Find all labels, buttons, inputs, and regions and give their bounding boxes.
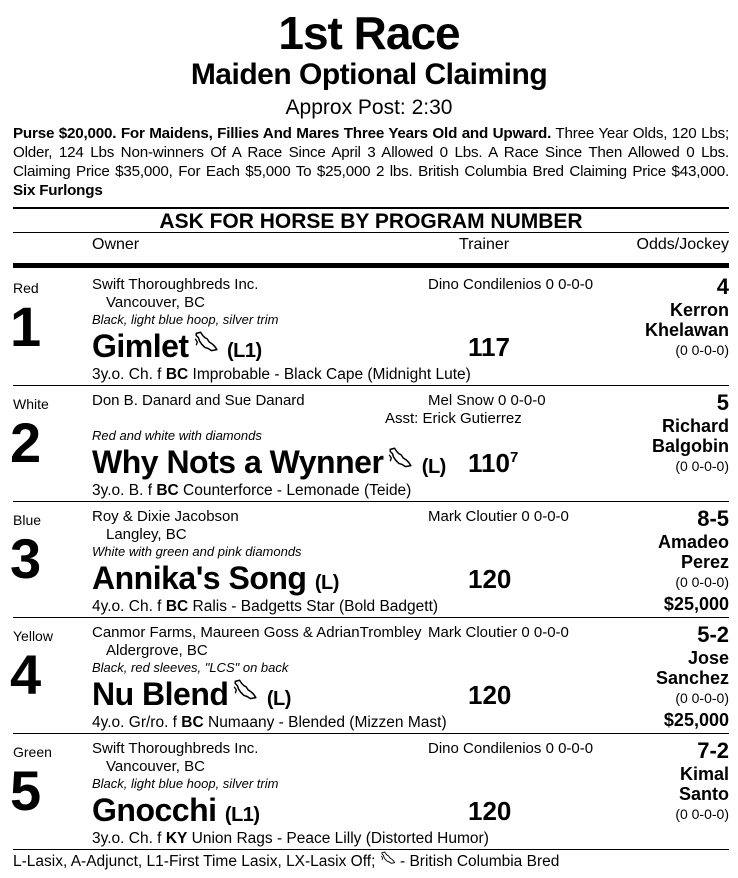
medication: (L) bbox=[421, 456, 446, 478]
medication: (L) bbox=[314, 572, 339, 594]
silks-description: Black, red sleeves, "LCS" on back bbox=[92, 660, 289, 675]
weight bbox=[468, 448, 518, 479]
program-number: 2 bbox=[10, 411, 42, 474]
race-conditions bbox=[13, 124, 729, 200]
trainer-name: Mel Snow 0 0-0-0 bbox=[428, 392, 546, 409]
horse-name: Gnocchi bbox=[92, 792, 217, 828]
weight-value: 117 bbox=[468, 332, 510, 362]
age-sex: 3y.o. Ch. f bbox=[92, 366, 166, 383]
morning-line-odds: 5 bbox=[716, 390, 729, 415]
entry-row bbox=[0, 502, 738, 618]
owner-location: Langley, BC bbox=[106, 526, 187, 543]
jockey-record: (0 0-0-0) bbox=[675, 342, 729, 358]
saddle-cloth-color: Blue bbox=[13, 512, 42, 528]
jockey-last-name: Khelawan bbox=[644, 320, 729, 340]
race-distance: Six Furlongs bbox=[13, 182, 103, 199]
owner-header: Owner bbox=[92, 236, 140, 253]
claiming-price: $25,000 bbox=[663, 710, 729, 730]
medication: (L1) bbox=[224, 804, 260, 826]
medication: (L) bbox=[266, 688, 291, 710]
pedigree: Numaany - Blended (Mizzen Mast) bbox=[203, 714, 447, 731]
jockey-record: (0 0-0-0) bbox=[675, 690, 729, 706]
jockey-first-name: Jose bbox=[687, 648, 729, 668]
weight-value: 120 bbox=[468, 680, 512, 710]
legend-bc-label: - British Columbia Bred bbox=[395, 853, 560, 870]
horse-name: Annika's Song bbox=[92, 560, 307, 596]
horse-name-row bbox=[92, 326, 262, 371]
horse-name-row bbox=[92, 674, 291, 719]
jockey-first-name: Kimal bbox=[679, 764, 729, 784]
entry-row bbox=[0, 386, 738, 502]
age-sex: 3y.o. B. f bbox=[92, 482, 157, 499]
header-divider bbox=[13, 232, 729, 233]
morning-line-odds: 7-2 bbox=[697, 738, 729, 763]
bc-map-icon bbox=[232, 674, 258, 714]
jockey-name bbox=[589, 532, 729, 572]
jockey-record: (0 0-0-0) bbox=[675, 458, 729, 474]
jockey-name bbox=[589, 300, 729, 340]
saddle-cloth-color: White bbox=[13, 396, 49, 412]
program-number-banner: ASK FOR HORSE BY PROGRAM NUMBER bbox=[13, 207, 729, 234]
silks-description: Red and white with diamonds bbox=[92, 428, 262, 443]
horse-name: Why Nots a Wynner bbox=[92, 444, 384, 480]
pedigree: Counterforce - Lemonade (Teide) bbox=[178, 482, 412, 499]
horse-name: Gimlet bbox=[92, 328, 189, 364]
jockey-record: (0 0-0-0) bbox=[675, 806, 729, 822]
odds-jockey-header: Odds/Jockey bbox=[636, 236, 729, 253]
post-time: Approx Post: 2:30 bbox=[285, 96, 453, 119]
jockey-first-name: Richard bbox=[661, 416, 729, 436]
jockey-last-name: Santo bbox=[678, 784, 729, 804]
owner-name: Roy & Dixie Jacobson bbox=[92, 508, 239, 525]
jockey-name bbox=[589, 764, 729, 804]
legend-text: L-Lasix, A-Adjunct, L1-First Time Lasix, LX-Lasix Off; bbox=[13, 853, 380, 870]
horse-name: Nu Blend bbox=[92, 676, 229, 712]
trainer-name: Mark Cloutier 0 0-0-0 bbox=[428, 624, 569, 641]
morning-line-odds: 4 bbox=[716, 274, 729, 299]
owner-location: Aldergrove, BC bbox=[106, 642, 208, 659]
trainer-name: Dino Condilenios 0 0-0-0 bbox=[428, 740, 594, 757]
assistant-trainer: Asst: Erick Gutierrez bbox=[385, 410, 522, 427]
weight-value: 110 bbox=[468, 448, 510, 478]
program-number: 3 bbox=[10, 527, 42, 590]
jockey-first-name: Amadeo bbox=[657, 532, 729, 552]
breeding-line bbox=[92, 482, 411, 500]
bred-in: BC bbox=[165, 366, 189, 383]
jockey-name bbox=[589, 416, 729, 456]
bc-map-icon bbox=[380, 853, 396, 870]
trainer-header: Trainer bbox=[459, 236, 510, 253]
age-sex: 4y.o. Gr/ro. f bbox=[92, 714, 182, 731]
bred-in: BC bbox=[156, 482, 179, 499]
morning-line-odds: 5-2 bbox=[697, 622, 729, 647]
weight-value: 120 bbox=[468, 564, 512, 594]
saddle-cloth-color: Green bbox=[13, 744, 52, 760]
pedigree: Union Rags - Peace Lilly (Distorted Humor) bbox=[187, 830, 489, 847]
breeding-line bbox=[92, 830, 489, 848]
program-number: 1 bbox=[10, 295, 42, 358]
weight-allowance: 7 bbox=[509, 449, 519, 466]
bc-map-icon bbox=[387, 442, 413, 482]
owner-name: Swift Thoroughbreds Inc. bbox=[92, 740, 259, 757]
entry-row bbox=[0, 734, 738, 850]
weight bbox=[468, 680, 511, 711]
header-rule bbox=[13, 263, 729, 268]
morning-line-odds: 8-5 bbox=[697, 506, 729, 531]
horse-name-row bbox=[92, 442, 446, 487]
jockey-first-name: Kerron bbox=[669, 300, 729, 320]
entry-row bbox=[0, 270, 738, 386]
silks-description: Black, light blue hoop, silver trim bbox=[92, 312, 279, 327]
breeding-line bbox=[92, 598, 438, 616]
silks-description: Black, light blue hoop, silver trim bbox=[92, 776, 279, 791]
horse-name-row bbox=[92, 558, 339, 603]
entry-row bbox=[0, 618, 738, 734]
conditions-text: Three Year Olds, 120 Lbs; Older, 124 Lbs Non-winners Of A Race Since April 3 Allowed 0 Lbs. A Race Since Then Allowed 0 Lbs. Claiming Price $35,000, For Each $5,000 To $25,000 2 lbs. British Columbia Bred Claiming Price $43,000. bbox=[13, 125, 729, 180]
jockey-name bbox=[589, 648, 729, 688]
breeding-line bbox=[92, 366, 471, 384]
owner-name: Don B. Danard and Sue Danard bbox=[92, 392, 305, 409]
bred-in: BC bbox=[165, 598, 189, 615]
medication: (L1) bbox=[226, 340, 262, 362]
program-number: 4 bbox=[10, 643, 42, 706]
pedigree: Ralis - Badgetts Star (Bold Badgett) bbox=[188, 598, 439, 615]
program-number: 5 bbox=[10, 759, 42, 822]
saddle-cloth-color: Yellow bbox=[13, 628, 53, 644]
owner-name: Swift Thoroughbreds Inc. bbox=[92, 276, 259, 293]
claiming-price: $25,000 bbox=[663, 594, 729, 614]
jockey-last-name: Balgobin bbox=[652, 436, 729, 456]
horse-name-row bbox=[92, 790, 260, 835]
trainer-name: Mark Cloutier 0 0-0-0 bbox=[428, 508, 569, 525]
race-type: Maiden Optional Claiming bbox=[190, 58, 548, 91]
jockey-record: (0 0-0-0) bbox=[675, 574, 729, 590]
weight bbox=[468, 564, 511, 595]
saddle-cloth-color: Red bbox=[13, 280, 39, 296]
owner-location: Vancouver, BC bbox=[106, 294, 205, 311]
race-title: 1st Race bbox=[278, 7, 460, 59]
age-sex: 3y.o. Ch. f bbox=[92, 830, 166, 847]
breeding-line bbox=[92, 714, 447, 732]
conditions-purse: Purse $20,000. For Maidens, Fillies And Mares Three Years Old and Upward. bbox=[13, 125, 552, 142]
age-sex: 4y.o. Ch. f bbox=[92, 598, 166, 615]
owner-name: Canmor Farms, Maureen Goss & AdrianTrombley bbox=[92, 624, 422, 641]
bc-map-icon bbox=[193, 326, 219, 366]
jockey-last-name: Perez bbox=[680, 552, 729, 572]
trainer-name: Dino Condilenios 0 0-0-0 bbox=[428, 276, 594, 293]
weight-value: 120 bbox=[468, 796, 512, 826]
jockey-last-name: Sanchez bbox=[655, 668, 729, 688]
pedigree: Improbable - Black Cape (Midnight Lute) bbox=[188, 366, 471, 383]
silks-description: White with green and pink diamonds bbox=[92, 544, 302, 559]
weight bbox=[468, 796, 511, 827]
bred-in: BC bbox=[181, 714, 204, 731]
weight bbox=[468, 332, 510, 363]
legend bbox=[13, 850, 559, 871]
bred-in: KY bbox=[165, 830, 188, 847]
owner-location: Vancouver, BC bbox=[106, 758, 205, 775]
